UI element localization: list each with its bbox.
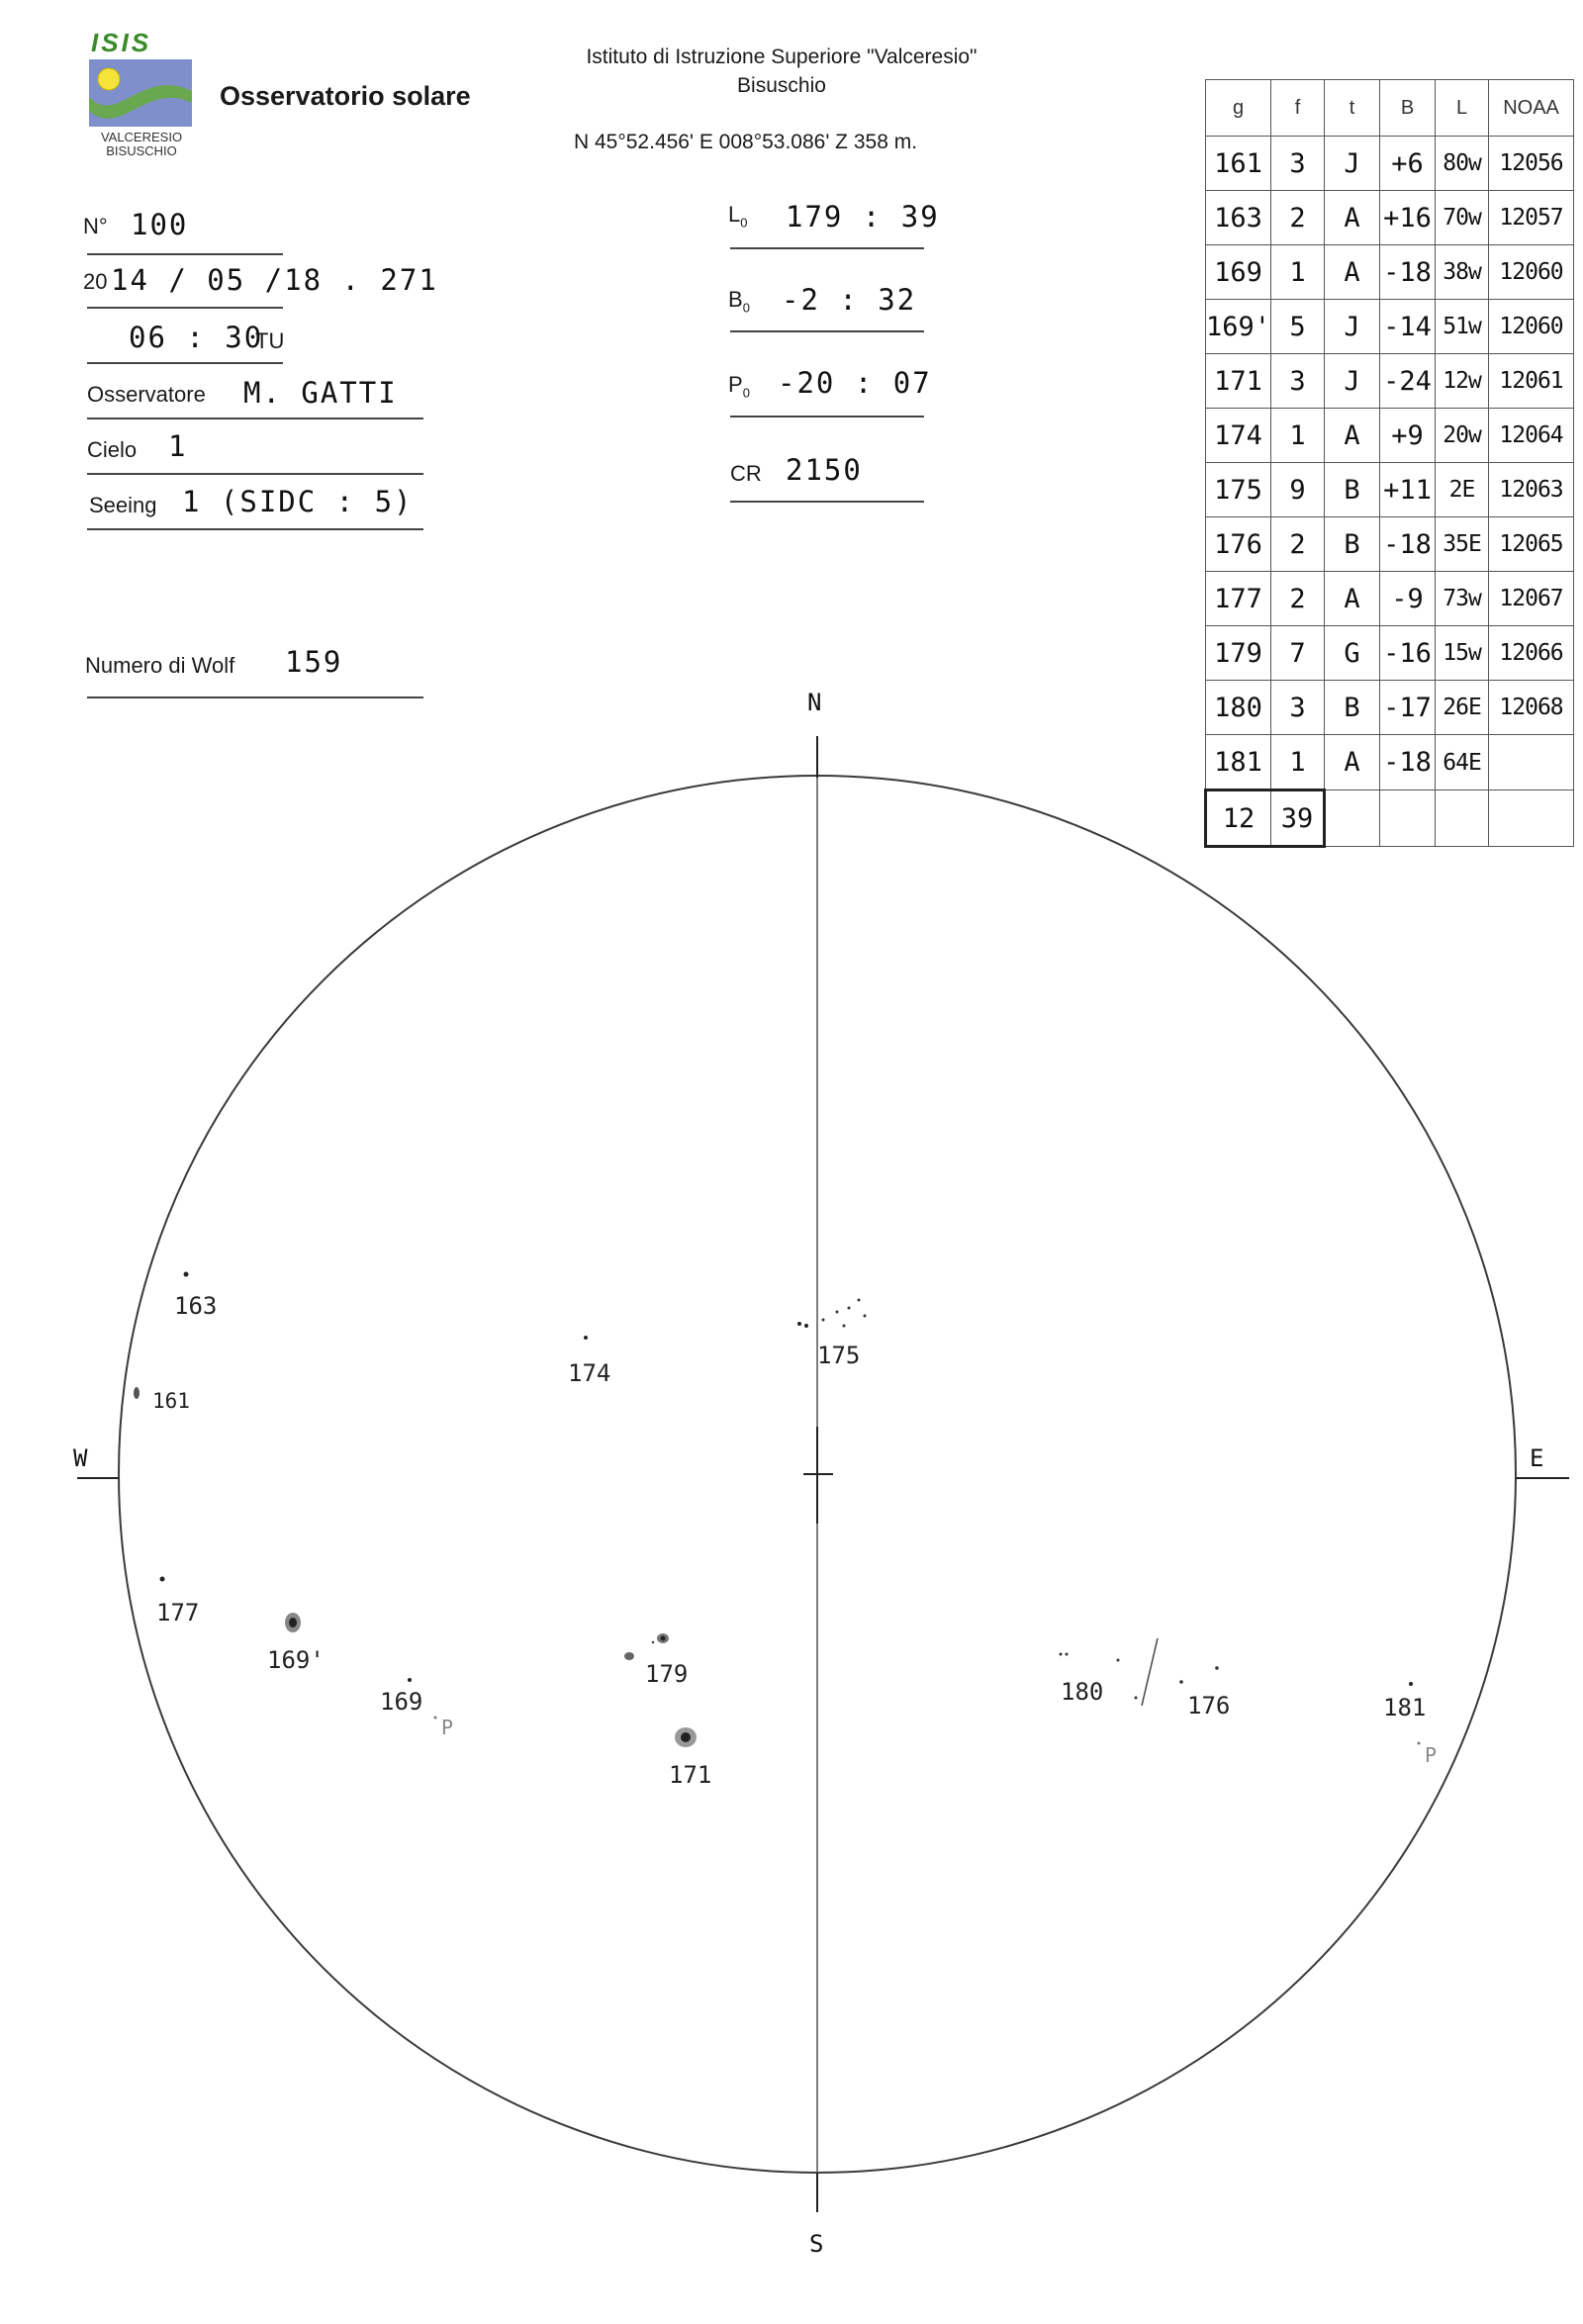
group-label-163: 163: [174, 1292, 218, 1320]
table-cell: -17: [1380, 681, 1436, 735]
observatory-coordinates: N 45°52.456' E 008°53.086' Z 358 m.: [574, 131, 918, 153]
number-label: N°: [83, 214, 108, 238]
table-cell: J: [1325, 137, 1380, 191]
table-cell: 3: [1271, 354, 1325, 409]
faculae-dot-2: [1418, 1742, 1421, 1745]
seeing-value: 1 (SIDC : 5): [182, 485, 414, 518]
b0-value: -2 : 32: [782, 283, 917, 317]
table-totals-cell: [1325, 790, 1380, 847]
time-value: 06 : 30: [129, 321, 264, 354]
north-label: N: [807, 689, 824, 716]
table-cell: 51w: [1436, 300, 1489, 354]
b0-subscript: 0: [742, 300, 750, 316]
logo-graphic: [87, 57, 196, 131]
date-prefix: 20: [83, 269, 108, 294]
table-cell: -18: [1380, 245, 1436, 300]
table-cell: [1489, 735, 1574, 790]
table-cell: -16: [1380, 626, 1436, 681]
cr-label: CR: [730, 461, 762, 486]
p0-letter: P: [728, 372, 743, 397]
table-cell: G: [1325, 626, 1380, 681]
group-label-180: 180: [1061, 1678, 1104, 1706]
table-cell: 38w: [1436, 245, 1489, 300]
table-totals-row: [1206, 790, 1574, 847]
wolf-underline: [87, 697, 423, 698]
sunspot-groups-table: [1204, 79, 1574, 848]
table-cell: +9: [1380, 409, 1436, 463]
l0-underline: [730, 247, 924, 249]
table-cell: 7: [1271, 626, 1325, 681]
spot-group-175: [797, 1299, 867, 1329]
observer-underline: [87, 418, 423, 419]
table-row: [1206, 626, 1574, 681]
logo-subtitle-line2: BISUSCHIO: [106, 143, 177, 158]
group-label-171: 171: [669, 1761, 712, 1789]
p0-label: [728, 372, 750, 400]
table-cell: -18: [1380, 735, 1436, 790]
table-row: [1206, 572, 1574, 626]
table-cell: J: [1325, 300, 1380, 354]
table-cell: 12068: [1489, 681, 1574, 735]
p0-subscript: 0: [742, 385, 750, 401]
observer-value: M. GATTI: [243, 376, 398, 410]
table-cell: -14: [1380, 300, 1436, 354]
table-cell: 1: [1271, 409, 1325, 463]
table-header-cell: g: [1206, 80, 1271, 137]
group-label-175: 175: [817, 1342, 861, 1369]
b0-underline: [730, 330, 924, 332]
l0-letter: L: [728, 202, 741, 227]
table-header-cell: NOAA: [1489, 80, 1574, 137]
table-cell: 12060: [1489, 245, 1574, 300]
table-cell: 3: [1271, 681, 1325, 735]
institute-town: Bisuschio: [737, 74, 826, 97]
table-row: [1206, 409, 1574, 463]
table-cell: 80w: [1436, 137, 1489, 191]
logo-wordmark: ISIS: [91, 28, 152, 57]
table-header-cell: L: [1436, 80, 1489, 137]
table-cell: A: [1325, 735, 1380, 790]
table-cell: 26E: [1436, 681, 1489, 735]
table-cell: 175: [1206, 463, 1271, 517]
table-cell: A: [1325, 245, 1380, 300]
spot-181: [1409, 1682, 1413, 1686]
table-cell: A: [1325, 572, 1380, 626]
table-row: [1206, 245, 1574, 300]
table-cell: A: [1325, 409, 1380, 463]
l0-subscript: 0: [740, 215, 748, 231]
table-cell: -18: [1380, 517, 1436, 572]
table-cell: 12066: [1489, 626, 1574, 681]
table-row: [1206, 354, 1574, 409]
time-underline: [87, 362, 283, 364]
east-label: E: [1530, 1444, 1546, 1472]
seeing-label: Seeing: [89, 493, 157, 517]
table-cell: -24: [1380, 354, 1436, 409]
table-cell: +6: [1380, 137, 1436, 191]
spot-group-171: [675, 1727, 697, 1747]
table-cell: 12067: [1489, 572, 1574, 626]
table-totals-cell: [1436, 790, 1489, 847]
solar-limb-circle: [119, 776, 1516, 2173]
table-cell: 5: [1271, 300, 1325, 354]
spot-group-179: [624, 1633, 669, 1660]
table-header-cell: B: [1380, 80, 1436, 137]
table-cell: B: [1325, 463, 1380, 517]
institute-name: Istituto di Istruzione Superiore "Valceresio": [586, 46, 978, 68]
group-label-176: 176: [1187, 1692, 1231, 1720]
table-cell: 73w: [1436, 572, 1489, 626]
logo-subtitle: [87, 131, 196, 158]
spot-174: [584, 1336, 588, 1340]
sky-label: Cielo: [87, 437, 138, 462]
table-totals-cell: 12: [1206, 790, 1271, 847]
table-cell: 12063: [1489, 463, 1574, 517]
table-cell: 169': [1206, 300, 1271, 354]
table-totals-cell: [1489, 790, 1574, 847]
table-cell: 3: [1271, 137, 1325, 191]
table-row: [1206, 300, 1574, 354]
table-cell: -9: [1380, 572, 1436, 626]
spot-177: [160, 1577, 165, 1582]
table-cell: 181: [1206, 735, 1271, 790]
table-row: [1206, 735, 1574, 790]
table-cell: 169: [1206, 245, 1271, 300]
table-cell: 12w: [1436, 354, 1489, 409]
south-label: S: [809, 2230, 826, 2258]
table-cell: 12064: [1489, 409, 1574, 463]
table-row: [1206, 463, 1574, 517]
table-cell: 12060: [1489, 300, 1574, 354]
cr-underline: [730, 501, 924, 503]
spot-group-176: [1179, 1666, 1219, 1684]
table-cell: +11: [1380, 463, 1436, 517]
cr-value: 2150: [786, 453, 863, 487]
table-body: [1206, 137, 1574, 790]
table-cell: B: [1325, 517, 1380, 572]
table-cell: 177: [1206, 572, 1271, 626]
l0-value: 179 : 39: [786, 200, 940, 233]
table-header-row: [1206, 80, 1574, 137]
table-cell: 35E: [1436, 517, 1489, 572]
sky-underline: [87, 473, 423, 475]
group-label-181: 181: [1383, 1694, 1427, 1721]
table-cell: 12061: [1489, 354, 1574, 409]
time-unit: TU: [255, 328, 285, 353]
table-cell: 2: [1271, 517, 1325, 572]
seeing-underline: [87, 528, 423, 530]
table-cell: 9: [1271, 463, 1325, 517]
group-label-161: 161: [152, 1389, 190, 1413]
table-cell: J: [1325, 354, 1380, 409]
table-cell: 20w: [1436, 409, 1489, 463]
b0-letter: B: [728, 287, 743, 312]
faculae-mark-1: P: [441, 1716, 454, 1739]
spot-163: [184, 1272, 189, 1277]
table-header-cell: f: [1271, 80, 1325, 137]
table-cell: 161: [1206, 137, 1271, 191]
table-row: [1206, 681, 1574, 735]
table-totals-cell: [1380, 790, 1436, 847]
table-cell: 12056: [1489, 137, 1574, 191]
group-label-179: 179: [645, 1660, 689, 1688]
b0-label: [728, 287, 750, 315]
faculae-mark-2: P: [1425, 1743, 1438, 1767]
table-cell: 12065: [1489, 517, 1574, 572]
table-cell: 179: [1206, 626, 1271, 681]
group-label-169: 169: [380, 1688, 423, 1716]
group-label-169p: 169': [267, 1646, 325, 1674]
table-header-cell: t: [1325, 80, 1380, 137]
observatory-title: Osservatorio solare: [220, 81, 471, 111]
date-underline: [87, 307, 283, 309]
spot-169: [408, 1678, 412, 1682]
table-cell: 15w: [1436, 626, 1489, 681]
number-underline: [87, 253, 283, 255]
table-cell: 2: [1271, 191, 1325, 245]
table-cell: A: [1325, 191, 1380, 245]
table-totals-cell: 39: [1271, 790, 1325, 847]
table-cell: 64E: [1436, 735, 1489, 790]
group-label-177: 177: [156, 1599, 200, 1627]
table-cell: 2E: [1436, 463, 1489, 517]
table-cell: 176: [1206, 517, 1271, 572]
faculae-dot-1: [434, 1717, 437, 1720]
table-cell: 2: [1271, 572, 1325, 626]
p0-underline: [730, 416, 924, 418]
table-cell: 12057: [1489, 191, 1574, 245]
table-cell: 70w: [1436, 191, 1489, 245]
table-cell: 1: [1271, 245, 1325, 300]
p0-value: -20 : 07: [778, 366, 932, 400]
spot-161: [134, 1387, 140, 1399]
table-row: [1206, 191, 1574, 245]
table-cell: 1: [1271, 735, 1325, 790]
date-value: 14 / 05 /18 . 271: [111, 263, 438, 297]
table-row: [1206, 517, 1574, 572]
table-row: [1206, 137, 1574, 191]
institute-logo: [87, 28, 196, 166]
table-cell: 163: [1206, 191, 1271, 245]
group-label-174: 174: [568, 1359, 611, 1387]
table-cell: 180: [1206, 681, 1271, 735]
number-value: 100: [131, 208, 189, 241]
sky-value: 1: [168, 429, 188, 463]
west-label: W: [73, 1444, 90, 1472]
table-cell: +16: [1380, 191, 1436, 245]
table-cell: 171: [1206, 354, 1271, 409]
spot-group-169p: [285, 1613, 301, 1632]
observer-label: Osservatore: [87, 382, 206, 407]
group-180-axis-line: [1142, 1638, 1158, 1706]
l0-label: [728, 202, 747, 230]
wolf-value: 159: [285, 645, 343, 679]
logo-subtitle-line1: VALCERESIO: [100, 130, 183, 144]
table-cell: 174: [1206, 409, 1271, 463]
wolf-label: Numero di Wolf: [85, 653, 235, 678]
table-cell: B: [1325, 681, 1380, 735]
